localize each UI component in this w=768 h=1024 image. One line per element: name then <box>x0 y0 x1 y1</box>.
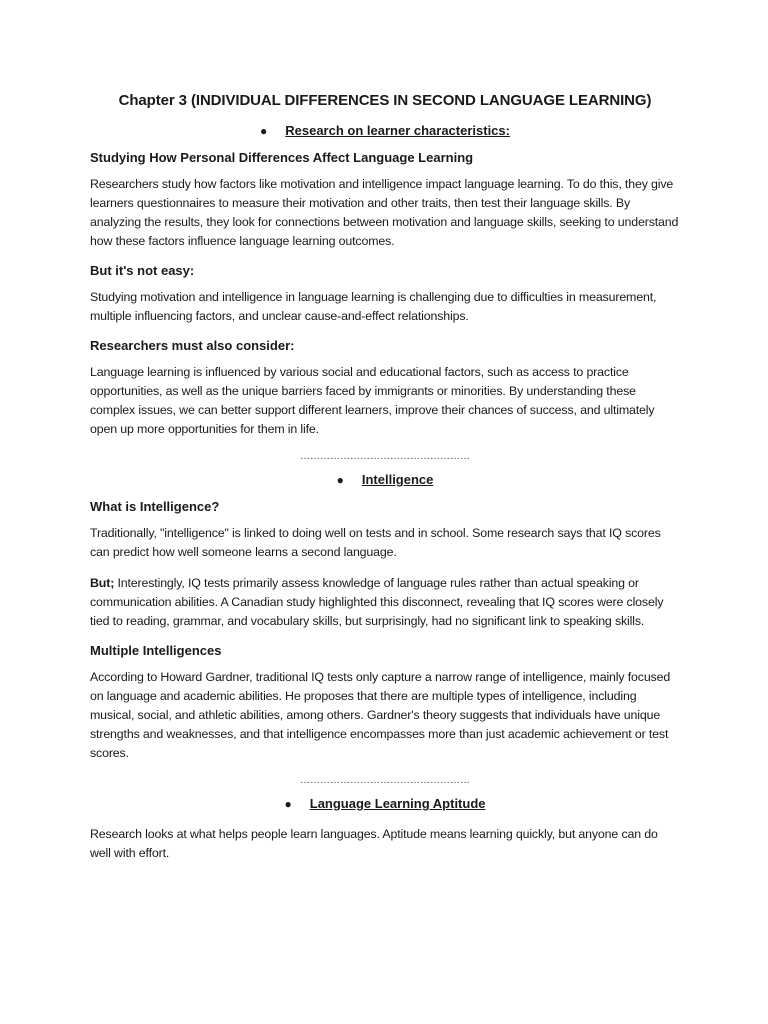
section-title-research: Research on learner characteristics: <box>285 123 510 138</box>
paragraph-consider: Language learning is influenced by various social and educational factors, such as access to practice opportunities, as well as the unique barriers faced by immigrants or minorities. By understanding these complex issues, we can better support different learners, improve their chances of success, and ultimately open up more opportunities for them in life. <box>90 365 655 436</box>
heading-what-is-intelligence: What is Intelligence? <box>90 499 220 514</box>
section-divider: …………………………………………… <box>300 451 470 462</box>
paragraph-gardner: According to Howard Gardner, traditional IQ tests only capture a narrow range of intelligence, mainly focused on language and academic abilities. He proposes that there are multiple types of intelligence, including musical, social, and athletic abilities, among others. Gardner's theory suggests that individuals have unique strengths and weaknesses, and that intelligence encompasses more than just academic achievement or test scores. <box>90 670 671 760</box>
section-bullet-research <box>90 123 680 138</box>
heading-not-easy: But it's not easy: <box>90 263 195 278</box>
paragraph-aptitude: Research looks at what helps people learn languages. Aptitude means learning quickly, but anyone can do well with effort. <box>90 827 658 860</box>
paragraph-lead: But; <box>90 576 115 590</box>
paragraph-studying: Researchers study how factors like motivation and intelligence impact language learning. To do this, they give learners questionnaires to measure their motivation and other traits, then test their language skills. By analyzing the results, they look for connections between motivation and language skills, seeking to understand how these factors influence language learning outcomes. <box>90 177 679 248</box>
chapter-title: Chapter 3 (INDIVIDUAL DIFFERENCES IN SECOND LANGUAGE LEARNING) <box>118 92 652 109</box>
section-bullet-aptitude <box>90 796 680 811</box>
section-title-intelligence: Intelligence <box>361 472 434 487</box>
paragraph-but <box>90 574 680 631</box>
heading-consider: Researchers must also consider: <box>90 338 295 353</box>
document-page <box>90 92 680 875</box>
bullet-icon: ● <box>260 124 268 138</box>
paragraph-traditionally: Traditionally, "intelligence" is linked to doing well on tests and in school. Some research says that IQ scores can predict how well someone learns a second language. <box>90 526 661 559</box>
paragraph-but-text: Interestingly, IQ tests primarily assess knowledge of language rules rather than actual speaking or communication abilities. A Canadian study highlighted this disconnect, revealing that IQ scores were closely tied to reading, grammar, and vocabulary skills, but surprisingly, had no significant link to speaking skills. <box>90 576 664 628</box>
paragraph-not-easy: Studying motivation and intelligence in language learning is challenging due to difficulties in measurement, multiple influencing factors, and unclear cause-and-effect relationships. <box>90 290 657 323</box>
section-divider: …………………………………………… <box>300 775 470 786</box>
heading-multiple-intelligences: Multiple Intelligences <box>90 643 222 658</box>
section-bullet-intelligence <box>90 472 680 487</box>
bullet-icon: ● <box>336 473 344 487</box>
heading-studying: Studying How Personal Differences Affect Language Learning <box>90 150 474 165</box>
bullet-icon: ● <box>284 797 292 811</box>
section-title-aptitude: Language Learning Aptitude <box>309 796 486 811</box>
